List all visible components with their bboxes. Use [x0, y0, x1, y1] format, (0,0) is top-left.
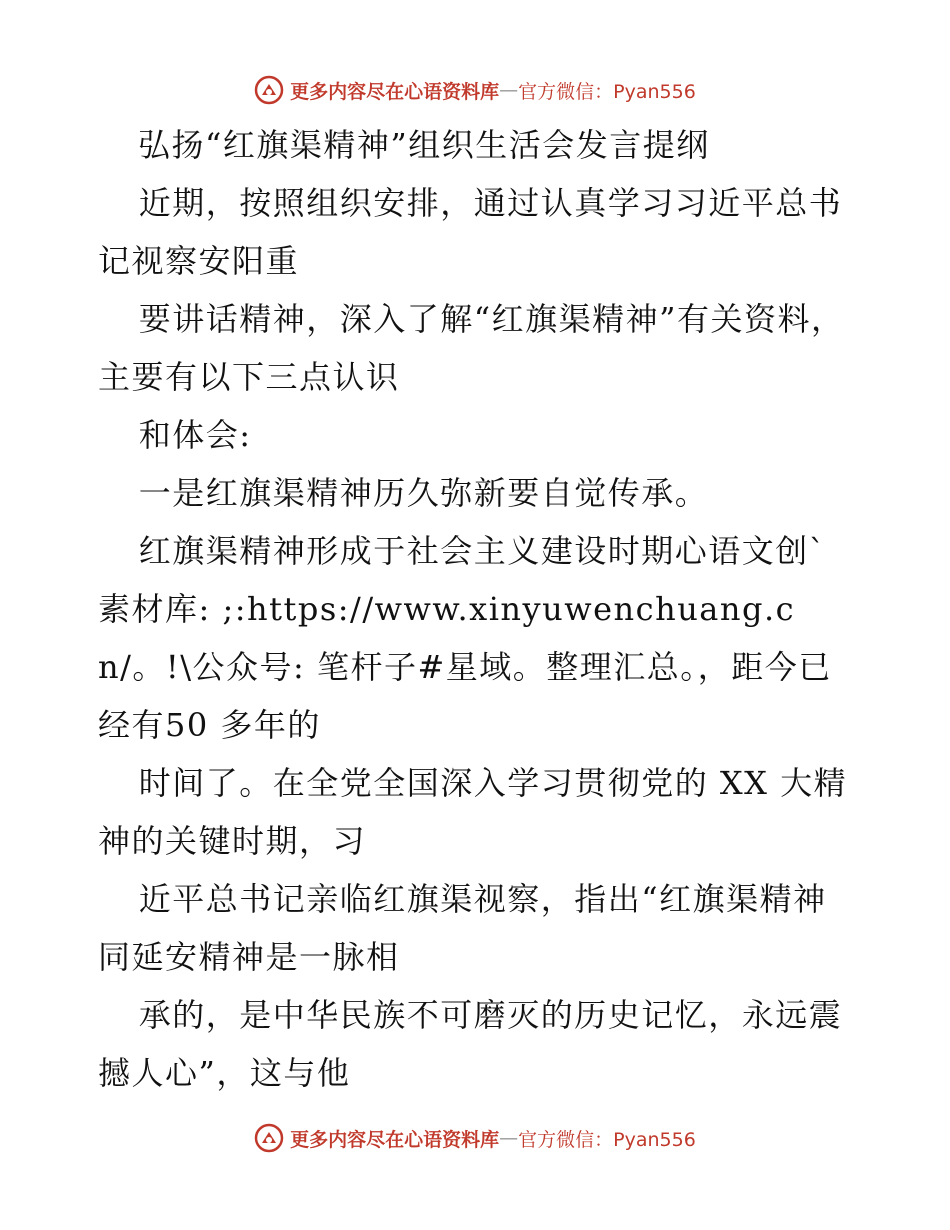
watermark-dash: — — [499, 1127, 519, 1149]
paragraph-8: 承的，是中华民族不可磨灭的历史记忆，永远震撼人心”，这与他 — [98, 996, 843, 1092]
watermark-logo-icon — [254, 1123, 284, 1153]
paragraph-1: 近期，按照组织安排，通过认真学习习近平总书记视察安阳重 — [98, 184, 843, 280]
watermark-sub-text: 官方微信：Pyan556 — [518, 80, 696, 103]
paragraph-3: 和体会: — [138, 416, 252, 454]
paragraph-5: 红旗渠精神形成于社会主义建设时期心语文创`素材库: ;:https://www.xinyuwenchuang.cn/。!\公众号: 笔杆子#星域。整理汇总。，距今已经有50 多年的 — [98, 532, 832, 744]
watermark-main-text: 更多内容尽在心语资料库 — [290, 80, 500, 103]
paragraph-4: 一是红旗渠精神历久弥新要自觉传承。 — [138, 474, 709, 512]
paragraph-7: 近平总书记亲临红旗渠视察，指出“红旗渠精神同延安精神是一脉相 — [98, 880, 827, 976]
paragraph-6: 时间了。在全党全国深入学习贯彻党的 XX 大精神的关键时期，习 — [98, 764, 848, 860]
header-watermark — [0, 70, 950, 110]
watermark-sub-text: 官方微信：Pyan556 — [518, 1128, 696, 1151]
watermark-logo-icon — [254, 75, 284, 105]
document-title: 弘扬“红旗渠精神”组织生活会发言提纲 — [138, 126, 710, 164]
footer-watermark — [0, 1118, 950, 1158]
watermark-dash: — — [499, 79, 519, 101]
watermark-main-text: 更多内容尽在心语资料库 — [290, 1128, 500, 1151]
paragraph-2: 要讲话精神，深入了解“红旗渠精神”有关资料，主要有以下三点认识 — [98, 300, 845, 396]
document-body — [98, 116, 858, 1102]
